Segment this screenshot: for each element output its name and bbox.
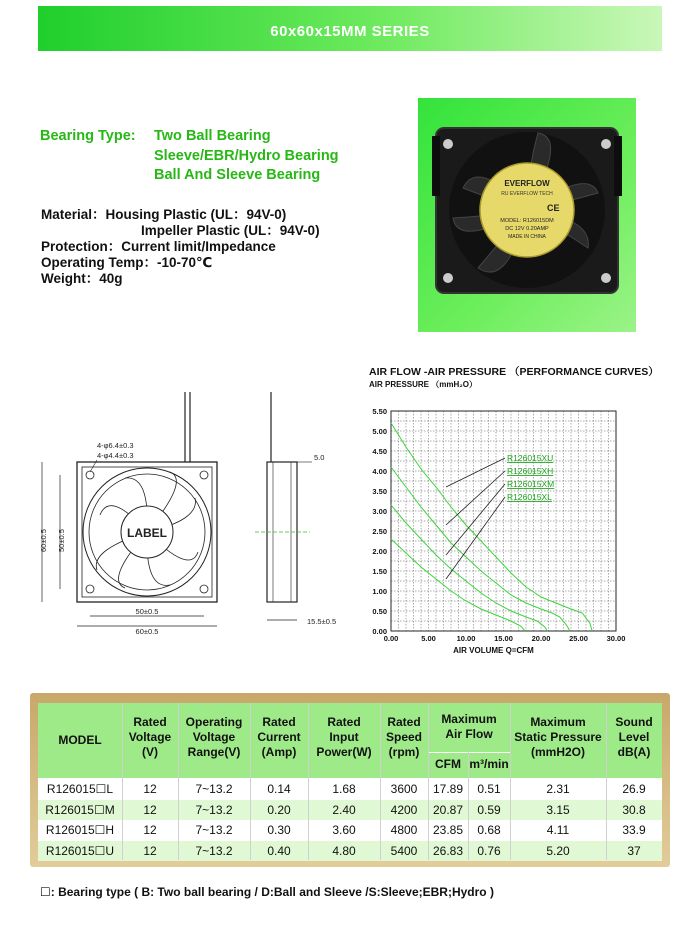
dim-50-horizontal: 50±0.5 (135, 607, 159, 616)
table-column-divider (380, 703, 381, 860)
y-tick-label: 4.50 (372, 447, 387, 456)
cell-range: 7~13.2 (195, 843, 233, 858)
table-row (38, 779, 662, 799)
cell-voltage: 12 (143, 802, 157, 817)
fan-label-brand-sub: RU EVERFLOW TECH (501, 191, 553, 197)
y-tick-label: 5.50 (372, 407, 387, 416)
fan-label-brand: EVERFLOW (504, 179, 550, 188)
series-title: 60x60x15MM SERIES (270, 23, 430, 40)
cell-current: 0.30 (267, 823, 291, 837)
dim-60-horizontal: 60±0.5 (135, 627, 159, 636)
y-tick-label: 1.00 (372, 587, 387, 596)
cell-model: R126015☐L (46, 782, 114, 796)
y-tick-label: 1.50 (372, 567, 387, 576)
col-current-header: Rated Current (Amp) (257, 715, 301, 759)
dim-60-vertical: 60±0.5 (39, 529, 48, 552)
cell-m3: 0.76 (477, 843, 501, 858)
x-tick-label: 20.00 (531, 634, 551, 643)
cell-range: 7~13.2 (195, 802, 233, 817)
cell-voltage: 12 (143, 782, 157, 796)
y-tick-label: 2.50 (372, 527, 387, 536)
cell-current: 0.14 (267, 782, 291, 796)
chart-ylabel: AIR PRESSURE （mmH₂O） (369, 380, 478, 389)
dim-50-vertical: 50±0.5 (57, 529, 66, 552)
cell-power: 2.40 (332, 802, 356, 817)
drawing-label-text: LABEL (127, 526, 167, 540)
bearing-footnote: ☐: Bearing type ( B: Two ball bearing / D:Ball and Sleeve /S:Sleeve;EBR;Hydro ) (40, 885, 494, 899)
y-tick-label: 3.50 (372, 487, 387, 496)
legend-entry: R126015XL (507, 492, 552, 502)
x-tick-label: 0.00 (383, 634, 399, 643)
legend-entry: R126015XU (507, 453, 554, 463)
fan-label-ce-mark: CE (547, 203, 560, 213)
weight-spec: Weight：40g (41, 271, 123, 286)
table-column-divider (122, 703, 123, 860)
bearing-type-label: Bearing Type: (40, 128, 136, 144)
holes-callout-1: 4-φ6.4±0.3 (97, 441, 134, 450)
cell-m3: 0.59 (477, 802, 501, 817)
table-column-divider (606, 703, 607, 860)
table-column-divider (308, 703, 309, 860)
bearing-type-3: Ball And Sleeve Bearing (154, 167, 321, 183)
x-tick-label: 15.00 (494, 634, 513, 643)
col-noise-header: Sound Level dB(A) (615, 715, 653, 759)
cell-power: 4.80 (332, 843, 356, 858)
airflow-divider (428, 752, 510, 753)
legend-entry: R126015XM (507, 479, 555, 489)
table-row (38, 841, 662, 861)
cell-cfm: 17.89 (432, 782, 464, 796)
cell-speed: 3600 (390, 782, 418, 796)
fan-photo (418, 98, 636, 332)
cell-cfm: 23.85 (432, 823, 464, 837)
series-title-banner (38, 6, 662, 51)
cell-speed: 4200 (390, 802, 418, 817)
bearing-type-1: Two Ball Bearing (154, 128, 271, 144)
col-cfm-header: CFM (435, 757, 461, 771)
table-column-divider (250, 703, 251, 860)
material-spec: Material：Housing Plastic (UL：94V-0) (41, 207, 287, 222)
y-tick-label: 2.00 (372, 547, 387, 556)
cell-model: R126015☐U (45, 843, 115, 858)
table-row (38, 820, 662, 840)
cell-pressure: 5.20 (546, 843, 570, 858)
y-tick-label: 0.00 (372, 627, 387, 636)
performance-chart (362, 395, 632, 660)
table-column-divider (428, 703, 429, 860)
cell-model: R126015☐M (45, 802, 115, 817)
dimension-drawing (30, 380, 360, 640)
cell-power: 3.60 (332, 823, 356, 837)
cell-m3: 0.68 (477, 823, 501, 837)
fan-label-model: MODEL: R126015DM (500, 218, 554, 224)
x-tick-label: 5.00 (421, 634, 436, 643)
col-m3-header: m³/min (469, 757, 509, 771)
chart-title: AIR FLOW -AIR PRESSURE （PERFORMANCE CURVES） (369, 366, 659, 378)
dim-5: 5.0 (314, 453, 325, 462)
cell-speed: 5400 (390, 843, 418, 858)
cell-pressure: 3.15 (546, 802, 570, 817)
table-column-divider (510, 703, 511, 860)
col-pressure-header: Maximum Static Pressure (mmH2O) (514, 715, 602, 759)
fan-label-rating: DC 12V 0.20AMP (505, 226, 549, 232)
x-axis-label: AIR VOLUME Q=CFM (453, 646, 534, 655)
holes-callout-2: 4-φ4.4±0.3 (97, 451, 134, 460)
cell-power: 1.68 (332, 782, 356, 796)
cell-cfm: 20.87 (432, 802, 464, 817)
cell-noise: 26.9 (622, 782, 646, 796)
cell-current: 0.40 (267, 843, 291, 858)
cell-voltage: 12 (143, 843, 157, 858)
cell-model: R126015☐H (45, 823, 115, 837)
protection-spec: Protection：Current limit/Impedance (41, 239, 276, 254)
temperature-spec: Operating Temp：-10-70℃ (41, 255, 213, 270)
cell-pressure: 2.31 (546, 782, 570, 796)
cell-voltage: 12 (143, 823, 157, 837)
col-power-header: Rated Input Power(W) (316, 715, 372, 759)
table-row (38, 800, 662, 820)
cell-range: 7~13.2 (195, 782, 233, 796)
dim-15: 15.5±0.5 (307, 617, 337, 626)
table-column-divider (178, 703, 179, 860)
cell-current: 0.20 (267, 802, 291, 817)
y-tick-label: 3.00 (372, 507, 387, 516)
y-tick-label: 4.00 (372, 467, 387, 476)
cell-range: 7~13.2 (195, 823, 233, 837)
y-tick-label: 5.00 (372, 427, 387, 436)
cell-noise: 30.8 (622, 802, 646, 817)
cell-cfm: 26.83 (432, 843, 464, 858)
cell-m3: 0.51 (477, 782, 501, 796)
cell-pressure: 4.11 (546, 823, 570, 837)
bearing-type-2: Sleeve/EBR/Hydro Bearing (154, 148, 339, 164)
col-speed-header: Rated Speed (rpm) (385, 715, 422, 759)
fan-label-origin: MADE IN CHINA (508, 234, 546, 240)
cell-noise: 37 (627, 843, 641, 858)
impeller-spec: Impeller Plastic (UL：94V-0) (141, 223, 320, 238)
x-tick-label: 10.00 (456, 634, 476, 643)
y-tick-label: 0.50 (372, 607, 387, 616)
col-model-header: MODEL (58, 733, 102, 747)
x-tick-label: 25.00 (569, 634, 588, 643)
cell-speed: 4800 (390, 823, 418, 837)
legend-entry: R126015XH (507, 466, 554, 476)
table-column-divider (468, 752, 469, 860)
cell-noise: 33.9 (622, 823, 646, 837)
col-range-header: Operating Voltage Range(V) (185, 715, 243, 759)
col-airflow-header: Maximum Air Flow (441, 712, 497, 741)
col-voltage-header: Rated Voltage (V) (128, 715, 172, 759)
x-tick-label: 30.00 (606, 634, 626, 643)
